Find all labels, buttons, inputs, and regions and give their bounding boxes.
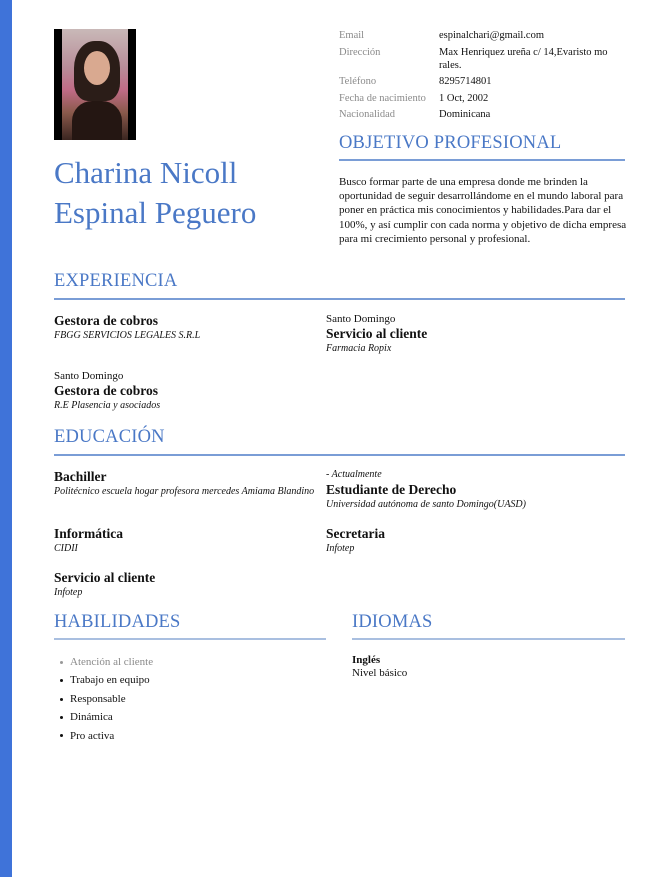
- job-location: Santo Domingo: [326, 313, 396, 325]
- languages-divider: [352, 638, 625, 640]
- skill-item: [60, 671, 153, 689]
- education-item: [326, 468, 626, 512]
- bullet-icon: [60, 679, 63, 682]
- degree-title: Secretaria: [326, 526, 385, 541]
- left-accent-stripe: [0, 0, 12, 877]
- institution: CIDII: [54, 543, 78, 554]
- skill-item: [60, 690, 153, 708]
- bullet-icon: [60, 661, 63, 664]
- contact-label: Nacionalidad: [339, 109, 395, 120]
- bullet-icon: [60, 698, 63, 701]
- nationality-value: Dominicana: [439, 109, 491, 120]
- experience-heading: EXPERIENCIA: [54, 271, 178, 291]
- skill-item: [60, 727, 153, 745]
- language-item: [352, 654, 407, 680]
- skill-item: [60, 708, 153, 726]
- contact-row-birthdate: [339, 92, 629, 105]
- objective-heading: OBJETIVO PROFESIONAL: [339, 133, 562, 153]
- contact-row-address: [339, 46, 629, 72]
- candidate-name: [54, 153, 256, 233]
- contact-row-phone: [339, 75, 629, 88]
- skill-label: Trabajo en equipo: [70, 674, 150, 687]
- contact-label: Email: [339, 30, 365, 41]
- contact-label: Dirección: [339, 46, 381, 58]
- skill-label: Dinámica: [70, 711, 113, 724]
- language-name: Inglés: [352, 654, 381, 666]
- contact-row-email: [339, 29, 629, 42]
- experience-item: [326, 313, 626, 356]
- experience-item: [54, 370, 314, 413]
- employer: Farmacia Ropix: [326, 343, 392, 354]
- profile-photo: [54, 29, 136, 140]
- language-level: Nivel básico: [352, 667, 408, 679]
- institution: Universidad autónoma de santo Domingo(UASD): [326, 499, 526, 510]
- skill-label: Pro activa: [70, 729, 115, 742]
- institution: Infotep: [54, 587, 83, 598]
- education-item: [54, 469, 316, 499]
- skill-label: Responsable: [70, 692, 126, 705]
- experience-item: [54, 313, 314, 343]
- objective-divider: [339, 159, 625, 161]
- languages-heading: IDIOMAS: [352, 612, 433, 632]
- objective-text: Busco formar parte de una empresa donde me brinden la oportunidad de seguir desarrollándome en el mundo laboral para poner en práctica mis conocimientos y habilidades.Para dar el 100%, y así cumplir con cada norma y objetivo de dicha empresa para mi crecimiento personal y profesional.: [339, 176, 627, 245]
- degree-title: Servicio al cliente: [54, 570, 156, 585]
- employer: R.E Plasencia y asociados: [54, 400, 161, 411]
- education-period: - Actualmente: [326, 469, 382, 480]
- education-heading: EDUCACIÓN: [54, 427, 165, 447]
- employer: FBGG SERVICIOS LEGALES S.R.L: [54, 330, 201, 341]
- degree-title: Informática: [54, 526, 123, 541]
- skills-list: [60, 653, 153, 745]
- institution: Infotep: [326, 543, 355, 554]
- skill-item: [60, 653, 153, 671]
- address-value: Max Henriquez ureña c/ 14,Evaristo mo rales.: [439, 46, 608, 71]
- name-line-1: Charina Nicoll: [54, 155, 238, 190]
- job-title: Gestora de cobros: [54, 383, 158, 398]
- photo-body: [72, 101, 122, 140]
- experience-divider: [54, 298, 625, 300]
- degree-title: Estudiante de Derecho: [326, 482, 457, 497]
- name-line-2: Espinal Peguero: [54, 195, 257, 230]
- job-title: Servicio al cliente: [326, 326, 428, 341]
- phone-value: 8295714801: [439, 76, 492, 87]
- skill-label: Atención al cliente: [70, 656, 154, 668]
- bullet-icon: [60, 716, 63, 719]
- education-item: [54, 526, 316, 556]
- education-item: [54, 570, 316, 600]
- skills-divider: [54, 638, 326, 640]
- contact-info: [339, 29, 629, 125]
- email-value: espinalchari@gmail.com: [439, 30, 545, 41]
- degree-title: Bachiller: [54, 469, 107, 484]
- job-location: Santo Domingo: [54, 370, 124, 382]
- bullet-icon: [60, 734, 63, 737]
- skills-heading: HABILIDADES: [54, 612, 181, 632]
- education-divider: [54, 454, 625, 456]
- photo-face: [84, 51, 110, 85]
- contact-row-nationality: [339, 108, 629, 121]
- education-item: [326, 526, 626, 556]
- contact-label: Fecha de nacimiento: [339, 92, 426, 104]
- institution: Politécnico escuela hogar profesora mercedes Amiama Blandino: [54, 486, 315, 497]
- birthdate-value: 1 Oct, 2002: [439, 92, 489, 104]
- contact-label: Teléfono: [339, 76, 377, 87]
- job-title: Gestora de cobros: [54, 313, 158, 328]
